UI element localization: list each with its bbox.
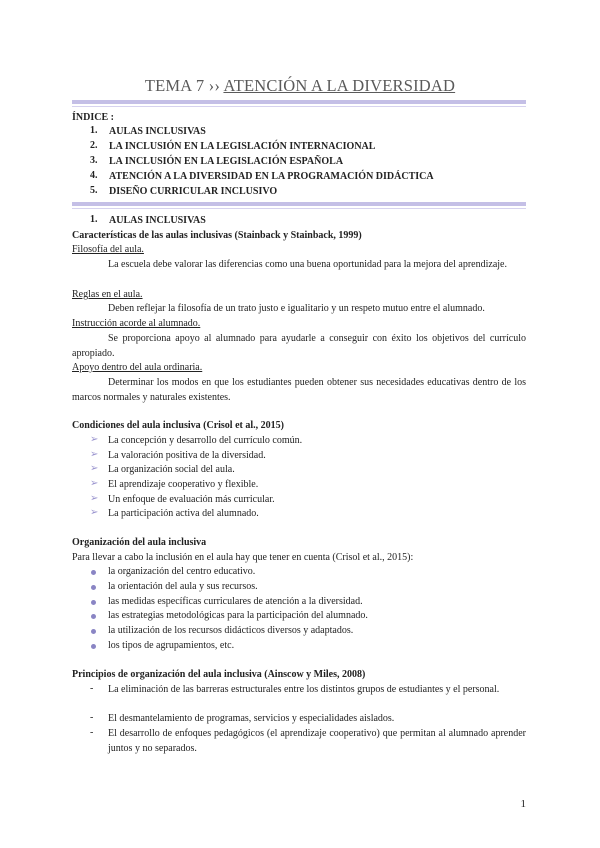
characteristic-text: Determinar los modos en que los estudiantes pueden obtener sus necesidades educativas dentro de los marcos normales y naturales existentes. [72, 377, 526, 403]
principle-item: El desarrollo de enfoques pedagógicos (el aprendizaje cooperativo) que permitan al alumnado aprender juntos y no separados. [108, 728, 526, 754]
dot-bullet-icon [91, 585, 96, 590]
arrow-bullet-icon: ➢ [90, 434, 99, 445]
index-item-number: 4. [90, 170, 98, 181]
characteristic-text: Deben reflejar la filosofía de un trato justo e igualitario y un respeto mutuo entre el alumnado. [108, 303, 485, 314]
characteristic-text: Se proporciona apoyo al alumnado para ayudarle a conseguir con éxito los objetivos del currículo apropiado. [72, 333, 526, 359]
characteristics-heading: Características de las aulas inclusivas (Stainback y Stainback, 1999) [72, 230, 362, 241]
condition-item: La concepción y desarrollo del currículo común. [108, 435, 303, 446]
index-item: AULAS INCLUSIVAS [109, 126, 206, 137]
arrow-bullet-icon: ➢ [90, 449, 99, 460]
characteristic-label: Filosofía del aula. [72, 244, 144, 255]
page-number: 1 [520, 798, 526, 810]
condition-item: La participación activa del alumnado. [108, 508, 259, 519]
title-subject: ATENCIÓN A LA DIVERSIDAD [223, 76, 456, 95]
organization-item: la orientación del aula y sus recursos. [108, 581, 258, 592]
organization-item: las estrategias metodológicas para la participación del alumnado. [108, 610, 368, 621]
organization-item: los tipos de agrupamientos, etc. [108, 640, 235, 651]
characteristic-label: Reglas en el aula. [72, 289, 143, 300]
index-item-number: 5. [90, 185, 98, 196]
title-divider [72, 100, 526, 104]
dot-bullet-icon [91, 614, 96, 619]
characteristic-text: La escuela debe valorar las diferencias como una buena oportunidad para la mejora del aprendizaje. [108, 259, 507, 270]
arrow-bullet-icon: ➢ [90, 478, 99, 489]
condition-item: Un enfoque de evaluación más curricular. [108, 494, 275, 505]
index-item: LA INCLUSIÓN EN LA LEGISLACIÓN ESPAÑOLA [109, 156, 344, 167]
dot-bullet-icon [91, 629, 96, 634]
arrow-bullet-icon: ➢ [90, 493, 99, 504]
principle-item: El desmantelamiento de programas, servicios y especialidades aislados. [108, 713, 395, 724]
organization-intro: Para llevar a cabo la inclusión en el aula hay que tener en cuenta (Crisol et al., 2015): [72, 552, 414, 563]
condition-item: La organización social del aula. [108, 464, 235, 475]
arrow-bullet-icon: ➢ [90, 463, 99, 474]
index-item-number: 2. [90, 140, 98, 151]
section-number: 1. [90, 214, 98, 225]
title-arrow: ›› [208, 76, 221, 95]
arrow-bullet-icon: ➢ [90, 507, 99, 518]
characteristic-label: Apoyo dentro del aula ordinaria. [72, 362, 203, 373]
condition-item: La valoración positiva de la diversidad. [108, 450, 266, 461]
section-heading: AULAS INCLUSIVAS [109, 215, 206, 226]
organization-item: la organización del centro educativo. [108, 566, 256, 577]
conditions-heading: Condiciones del aula inclusiva (Crisol et al., 2015) [72, 420, 284, 431]
condition-item: El aprendizaje cooperativo y flexible. [108, 479, 259, 490]
index-item: LA INCLUSIÓN EN LA LEGISLACIÓN INTERNACIONAL [109, 141, 376, 152]
dash-bullet-icon: - [90, 683, 94, 694]
principles-heading: Principios de organización del aula inclusiva (Ainscow y Miles, 2008) [72, 669, 366, 680]
dot-bullet-icon [91, 644, 96, 649]
index-item: DISEÑO CURRICULAR INCLUSIVO [109, 186, 278, 197]
dash-bullet-icon: - [90, 712, 94, 723]
title-divider-thin [72, 106, 526, 107]
index-divider-thin [72, 208, 526, 209]
page-title [0, 76, 600, 96]
organization-item: las medidas específicas curriculares de atención a la diversidad. [108, 596, 363, 607]
index-heading: ÍNDICE : [72, 112, 114, 123]
organization-heading: Organización del aula inclusiva [72, 537, 207, 548]
principle-item: La eliminación de las barreras estructurales entre los distintos grupos de estudiantes y el personal. [108, 684, 500, 695]
dot-bullet-icon [91, 570, 96, 575]
index-divider [72, 202, 526, 206]
index-item: ATENCIÓN A LA DIVERSIDAD EN LA PROGRAMACIÓN DIDÁCTICA [109, 171, 434, 182]
index-item-number: 3. [90, 155, 98, 166]
dot-bullet-icon [91, 600, 96, 605]
title-prefix: TEMA 7 [144, 76, 205, 95]
organization-item: la utilización de los recursos didácticos diversos y adaptados. [108, 625, 354, 636]
characteristic-label: Instrucción acorde al alumnado. [72, 318, 201, 329]
index-item-number: 1. [90, 125, 98, 136]
dash-bullet-icon: - [90, 727, 94, 738]
